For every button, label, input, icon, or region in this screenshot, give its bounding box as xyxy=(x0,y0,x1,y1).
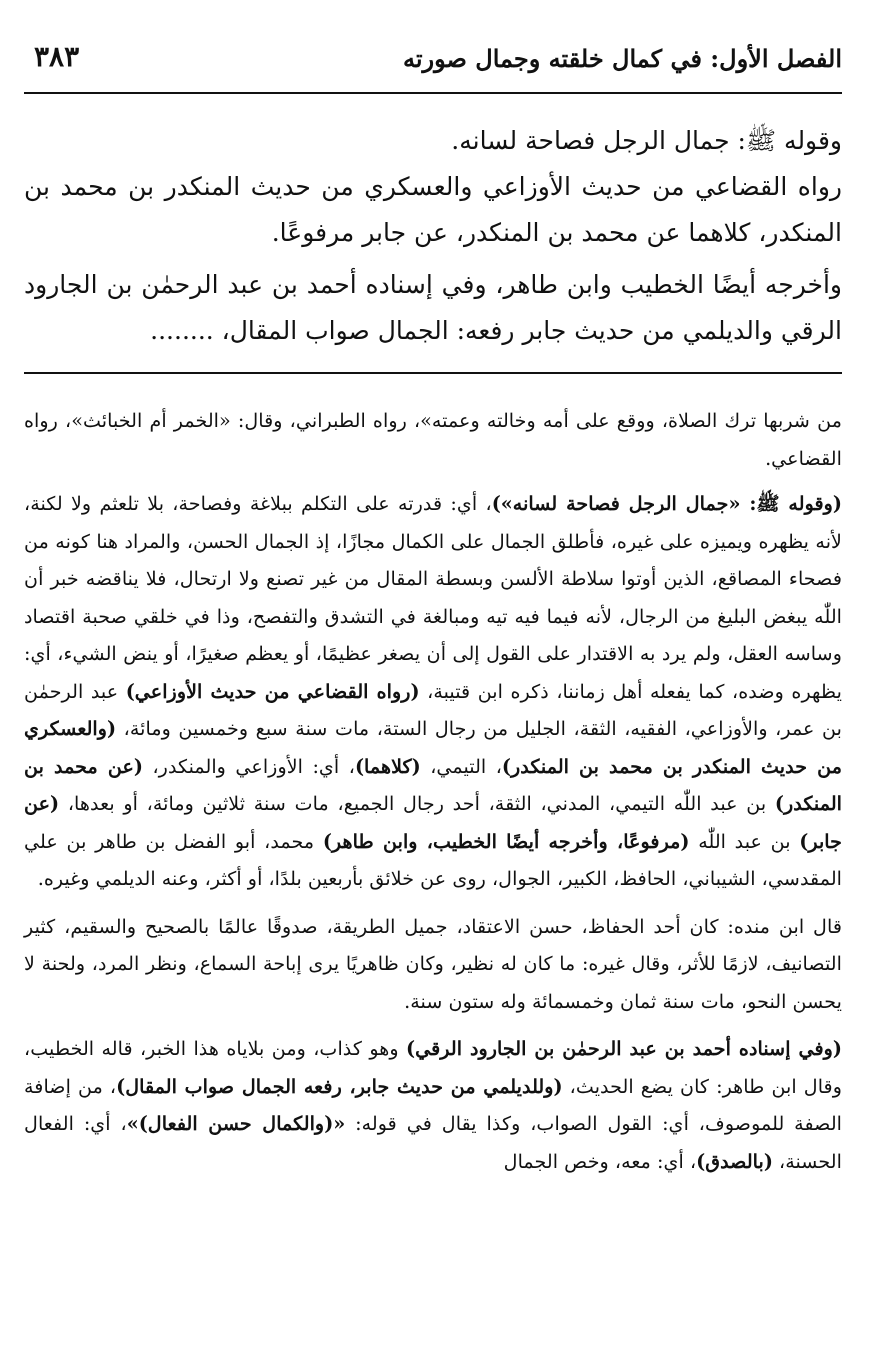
commentary-text: ، أي: معه، وخص الجمال xyxy=(503,1149,697,1173)
quoted-matn: (وللديلمي من حديث جابر، رفعه الجمال صواب المقال) xyxy=(116,1074,563,1098)
quoted-matn: (رواه القضاعي من حديث الأوزاعي) xyxy=(125,679,420,703)
quoted-matn: (مرفوعًا، وأخرجه أيضًا الخطيب، وابن طاهر) xyxy=(322,829,690,853)
takhrij-paragraph-1: رواه القضاعي من حديث الأوزاعي والعسكري من حديث المنكدر بن محمد بن المنكدر، كلاهما عن محمد بن المنكدر، عن جابر مرفوعًا. xyxy=(24,172,842,247)
header-divider xyxy=(24,92,842,94)
quoted-matn: (بالصدق) xyxy=(696,1149,773,1173)
quoted-matn: (عن محمد بن المنكدر) xyxy=(24,754,842,815)
chapter-title: الفصل الأول: في كمال خلقته وجمال صورته xyxy=(402,44,842,73)
main-text xyxy=(24,118,842,354)
commentary xyxy=(24,402,842,1190)
commentary-text: محمد، أبو الفضل بن طاهر بن علي المقدسي، الشيباني، الحافظ، الكبير، الجوال، روى عن خلائق بأربعين بلدًا، أو أكثر، وعنه الديلمي وغيره. xyxy=(24,829,842,890)
commentary-text: بن عبد اللّٰه xyxy=(689,829,800,853)
commentary-paragraph-2 xyxy=(24,485,842,898)
commentary-text: ، أي: الفعال الحسنة، xyxy=(24,1112,842,1173)
commentary-text: ، أي: قدرته على التكلم ببلاغة وفصاحة، بلا تلعثم ولا لكنة، لأنه يظهره ويميزه على غيره، فأطلق الجمال على الكمال مجازًا، إذ الجمال الحسن، والمراد هنا كونه من فصحاء المصاقع، الذين أوتوا سلاطة الألسن وبسطة المقال من غير تصنع ولا ارتحال، فلا يناقضه خبر أن اللّٰه يبغض البليغ من الرجال، لأنه فيما فيه تيه ومبالغة في التشدق والتفصح، وذا في خلقي صحبة اقتصاد وساسه العقل، ولم يرد به الاقتدار على القول إلى أن يصغر عظيمًا، أو يعظم صغيرًا، أو ينض الشيء، أي: يظهره وضده، كما يفعله أهل زماننا، ذكره ابن قتيبة، xyxy=(24,492,842,703)
quoted-matn: (كلاهما) xyxy=(354,754,421,778)
commentary-text: بن عبد اللّٰه التيمي، المدني، الثقة، أحد رجال الجميع، مات سنة ثلاثين ومائة، أو بعدها، xyxy=(59,792,775,815)
quoted-matn: (وفي إسناده أحمد بن عبد الرحمٰن بن الجارود الرقي) xyxy=(406,1037,842,1060)
quoted-matn: (وقوله ﷺ: «جمال الرجل فصاحة لسانه») xyxy=(491,492,842,515)
commentary-paragraph-3: قال ابن منده: كان أحد الحفاظ، حسن الاعتقاد، جميل الطريقة، صدوقًا عالمًا بالصحيح والسقيم، كثير التصانيف، لازمًا للأثر، وقال غيره: ما كان له نظير، وكان ظاهريًا يرى إباحة السماع، ونظر المرد، ولحنة لا يحسن النحو، مات سنة ثمان وخمسمائة وله ستون سنة. xyxy=(24,914,842,1013)
hadith-text: وقوله ﷺ: جمال الرجل فصاحة لسانه. xyxy=(451,126,842,155)
commentary-text: ، أي: الأوزاعي والمنكدر، xyxy=(143,754,355,778)
quoted-matn: (عن جابر) xyxy=(24,792,842,853)
commentary-divider xyxy=(24,372,842,374)
book-page xyxy=(24,0,842,1359)
takhrij-paragraph-2: وأخرجه أيضًا الخطيب وابن طاهر، وفي إسناده أحمد بن عبد الرحمٰن بن الجارود الرقي والديلمي من حديث جابر رفعه: الجمال صواب المقال، ........ xyxy=(24,270,842,345)
commentary-text: وهو كذاب، ومن بلاياه هذا الخبر، قاله الخطيب، وقال ابن طاهر: كان يضع الحديث، xyxy=(24,1037,842,1098)
quoted-matn: «(والكمال حسن الفعال)» xyxy=(126,1112,346,1135)
page-header xyxy=(24,38,842,82)
commentary-text: عبد الرحمٰن بن عمر، والأوزاعي، الفقيه، الثقة، الجليل من رجال الستة، مات سنة سبع وخمسين ومائة، xyxy=(24,679,842,740)
commentary-paragraph-4 xyxy=(24,1030,842,1180)
page-number: ٣٨٣ xyxy=(34,40,80,73)
quoted-matn: (والعسكري من حديث المنكدر بن محمد بن المنكدر) xyxy=(24,717,842,778)
commentary-paragraph-1: من شربها ترك الصلاة، ووقع على أمه وخالته وعمته»، رواه الطبراني، وقال: «الخمر أم الخبائث»، رواه القضاعي. xyxy=(24,409,842,470)
commentary-text: ، من إضافة الصفة للموصوف، أي: القول الصواب، وكذا يقال في قوله: xyxy=(24,1074,842,1135)
commentary-text: ، التيمي، xyxy=(420,754,502,778)
